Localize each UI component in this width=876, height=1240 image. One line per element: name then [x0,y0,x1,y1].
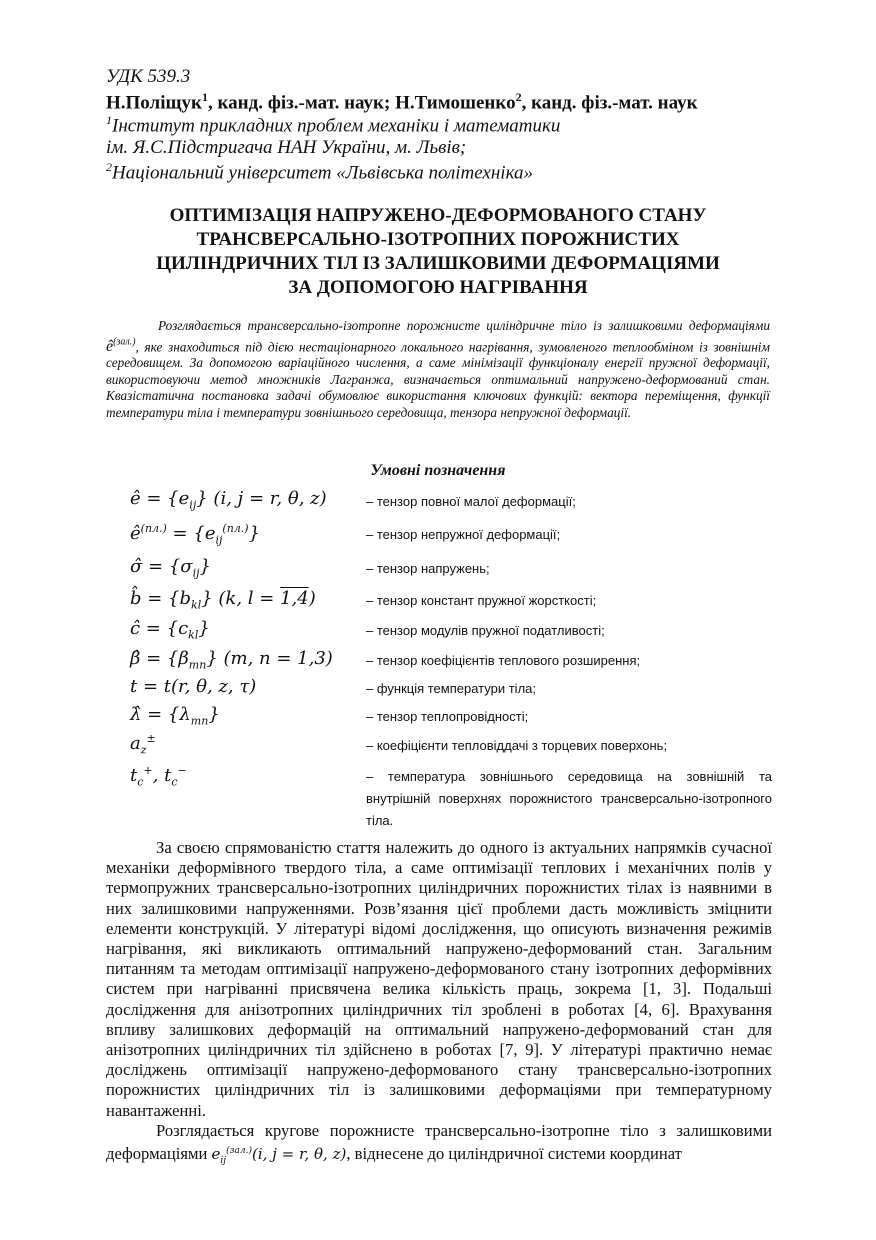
symbol-desc-9: – коефіцієнти тепловіддачі з торцевих поверхонь; [366,738,668,753]
author2-name: Н.Тимошенко [395,92,516,114]
symbol-formula-5: ĉ = $\{c_{kl}\}$ [130,618,210,642]
symbol-desc-5: – тензор модулів пружної податливості; [366,623,605,638]
symbol-formula-1: ê = $\{e_{ij}\}$ (i, j = r, θ, z) [130,488,327,512]
symbol-formula-3: σ̂ = $\{\sigma_{ij}\}$ [130,556,211,580]
symbol-formula-4: b̂ = $\{b_{kl}\}$ (k, l = 1,4) [130,588,316,612]
symbol-desc-2: – тензор непружної деформації; [366,527,561,542]
symbol-formula-2: $ê^{(пл.)} = \{e_{ij}^{(пл.)}\}$ [130,522,261,547]
abstract-ehat: $ê^{(зал.)}$ [106,336,136,355]
affiliation-1: $^1$Інститут прикладних проблем механіки і математики [106,113,561,137]
title-line-2: ТРАНСВЕРСАЛЬНО-ІЗОТРОПНИХ ПОРОЖНИСТИХ [196,229,680,250]
author1-sup: 1 [201,90,208,104]
symbol-desc-4: – тензор констант пружної жорсткості; [366,593,597,608]
title-line-4: ЗА ДОПОМОГОЮ НАГРІВАННЯ [288,277,588,298]
affiliation-3: $^2$Національний університет «Львівська політехніка» [106,160,533,184]
body-paragraph-1: За своєю спрямованістю стаття належить до одного із актуальних напрямків сучасної механіки деформівного твердого тіла, а саме оптимізації теплових і механічних полів у термопружних трансверсально-ізотропних циліндричних порожнистих тілах із наявними в них залишковими напруженнями. Розв’язання цієї проблеми дасть можливість зміцнити елементи конструкцій. У літературі відомі дослідження, що описують визначення режимів нагрівання, які викликають оптимальний напружено-деформований стан. Загальним питанням та методам оптимізації напружено-деформованого стану ізотропних деформівних систем при нагріванні присвячена велика кількість праць, зокрема [1, 3]. Подальші дослідження для анізотропних циліндричних тіл зроблені в роботах [4, 6]. Врахування впливу залишкових деформацій на оптимальний напружено-деформований стан для анізотропних циліндричних тіл здійснено в роботах [7, 9]. У літературі практично немає досліджень оптимізації напружено-деформованого стану трансверсально-ізотропних порожнистих циліндричних тіл із залишковими деформаціями при температурному навантаженні. [106,838,772,1120]
symbol-formula-8: λ̂ = $\{\lambda_{mn}\}$ [130,704,220,728]
symbol-desc-10: – температура зовнішнього середовища на зовнішній та внутрішній поверхнях порожнистого трансверсально-ізотропного тіла. [366,769,772,828]
symbol-formula-9: $a_z^\pm$ [130,732,156,757]
author2-sup: 2 [515,90,522,104]
abstract-part2: , яке знаходиться під дією нестаціонарного локального нагрівання, зумовленого теплообміном із зовнішнім середовищем. За допомогою варіаційного числення, а саме мінімізації функціоналу енергії пружної деформації, використовуючи метод множників Лагранжа, визначається оптимальний напружено-деформований стан. Квазістатична постановка задачі обумовлює використання ключових функцій: вектора переміщення, функції температури тіла і температури зовнішнього середовища, тензора непружної деформації. [106,338,770,420]
title-line-3: ЦИЛІНДРИЧНИХ ТІЛ ІЗ ЗАЛИШКОВИМИ ДЕФОРМАЦІЯМИ [156,253,720,274]
symbol-desc-1: – тензор повної малої деформації; [366,494,576,509]
body-text [106,838,772,1171]
abstract [106,318,770,421]
affiliation-2: ім. Я.С.Підстригача НАН України, м. Львів; [106,137,467,158]
symbol-formula-10: $t_c^+$, $t_c^-$ [130,764,187,789]
symbol-desc-3: – тензор напружень; [366,561,490,576]
symbol-formula-6: β̂ = $\{\beta_{mn}\}$ (m, n = 1,3) [130,648,333,672]
symbol-desc-6: – тензор коефіцієнтів теплового розширення; [366,653,641,668]
symbols-heading: Умовні позначення [370,462,506,479]
author1-name: Н.Поліщук [106,92,202,114]
author2-degree: , канд. фіз.-мат. наук [521,92,698,114]
authors-line [106,90,698,114]
abstract-part1: Розглядається трансверсально-ізотропне порожнисте циліндричне тіло із залишковими деформаціями [158,318,770,333]
body-paragraph-2: Розглядається кругове порожнисте трансверсально-ізотропне тіло з залишковими деформаціями $e_{ij}^{(зал.)}(i$, j = r, θ, z), віднесене до циліндричної системи координат [106,1120,772,1167]
title-line-1: ОПТИМІЗАЦІЯ НАПРУЖЕНО-ДЕФОРМОВАНОГО СТАНУ [169,205,707,226]
udk-code: УДК 539.3 [106,66,191,87]
author1-degree: , канд. фіз.-мат. наук; [207,92,396,114]
inline-equation: $e_{ij}^{(зал.)}(i$, j = r, θ, z) [211,1145,347,1167]
symbol-desc-7: – функція температури тіла; [366,681,536,696]
symbol-desc-8: – тензор теплопровідності; [366,709,529,724]
paper-title [106,204,770,300]
symbol-formula-7: t = t(r, θ, z, τ) [130,676,257,697]
